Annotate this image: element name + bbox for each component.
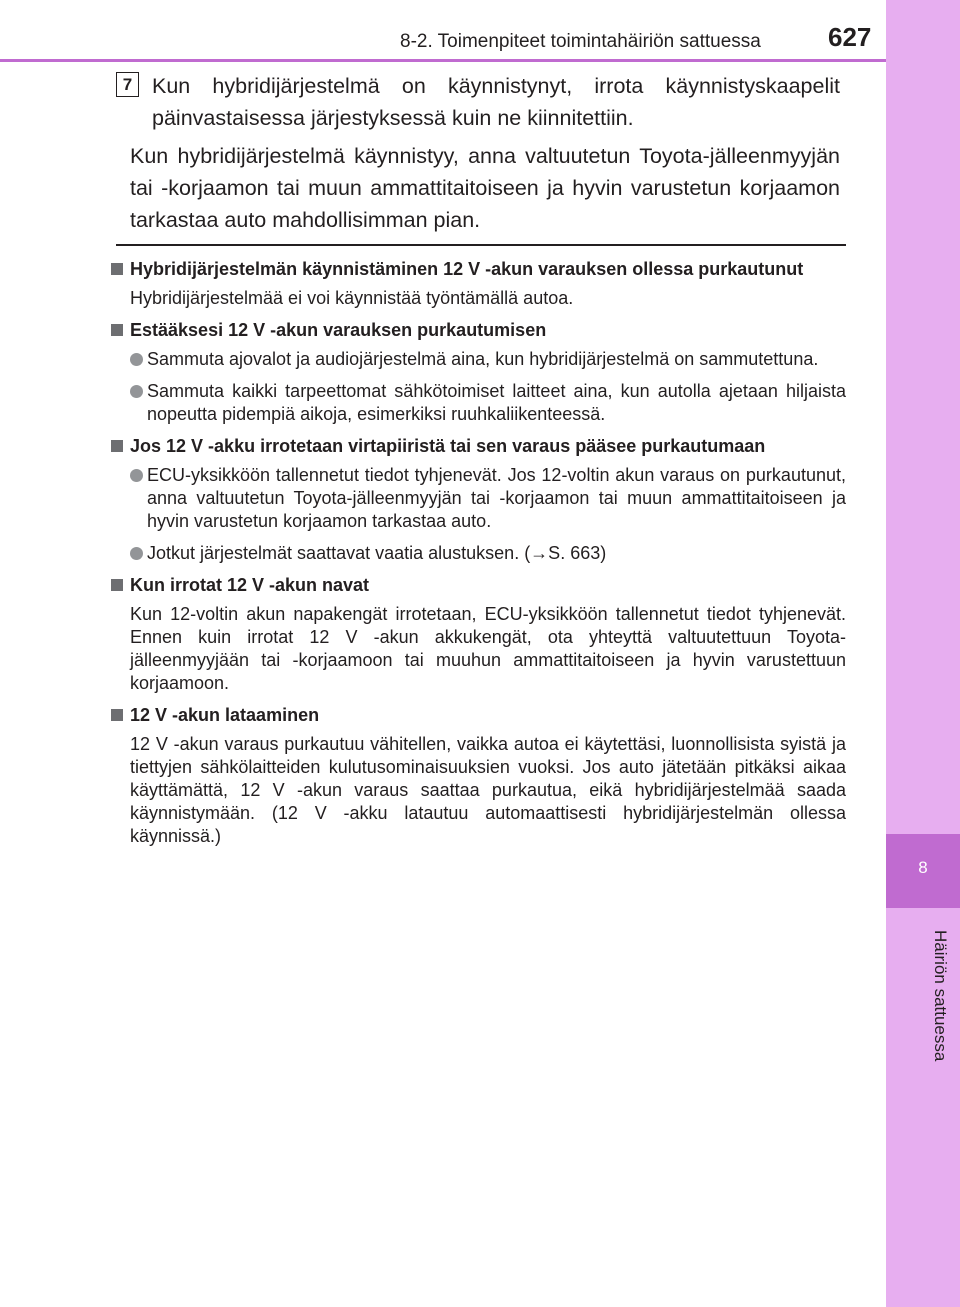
square-bullet-icon: [111, 263, 123, 275]
square-bullet-icon: [111, 324, 123, 336]
step-number-box: 7: [116, 72, 139, 97]
info-heading-text: Kun irrotat 12 V -akun navat: [130, 575, 370, 595]
circle-bullet-icon: [130, 353, 143, 366]
list-item: [111, 542, 846, 565]
circle-bullet-icon: [130, 385, 143, 398]
info-paragraph: Hybridijärjestelmää ei voi käynnistää työntämällä autoa.: [130, 288, 574, 308]
section-divider: [116, 244, 846, 246]
step-text: Kun hybridijärjestelmä on käynnistynyt, irrota käynnistyskaapelit päinvastaisessa järjestyksessä kuin ne kiinnitettiin.: [152, 74, 840, 130]
info-section-prevent-discharge: [111, 319, 846, 426]
info-paragraph: 12 V -akun varaus purkautuu vähitellen, vaikka autoa ei käytettäsi, luonnollisista syistä ja tiettyjen sähkölaitteiden kulutusominaisuuksien vuoksi. Jos auto jätetään pitkäksi aikaa käyttämättä, 12 V -akun varaus saattaa purkautua, eikä hybridijärjestelmää saada käynnistymään. (12 V -akku latautuu automaattisesti hybridijärjestelmän ollessa käynnissä.): [130, 734, 846, 846]
info-section-charging: [111, 704, 846, 848]
info-heading: [111, 704, 846, 727]
square-bullet-icon: [111, 579, 123, 591]
list-item: [111, 464, 846, 533]
info-paragraph: Kun 12-voltin akun napakengät irrotetaan, ECU-yksikköön tallennetut tiedot tyhjenevät. Ennen kuin irrotat 12 V -akun akkukengät, ota yhteyttä valtuutettuun Toyota-jälleenmyyjään tai -korjaamoon tai muuhun ammattitaitoiseen ja hyvin varustettuun korjaamoon.: [130, 604, 846, 693]
step-note: Kun hybridijärjestelmä käynnistyy, anna valtuutetun Toyota-jälleenmyyjän tai -korjaamon tai muun ammattitaitoiseen ja hyvin varustetun korjaamon tarkastaa auto mahdollisimman pian.: [130, 144, 840, 232]
info-heading: [111, 435, 846, 458]
square-bullet-icon: [111, 709, 123, 721]
info-section-disconnected: [111, 435, 846, 565]
page-number: 627: [828, 22, 872, 52]
chapter-title: Häiriön sattuessa: [931, 930, 950, 1062]
list-item-text: Sammuta kaikki tarpeettomat sähkötoimiset laitteet aina, kun autolla ajetaan hiljaista nopeutta pidempiä aikoja, esimerkiksi ruuhkaliikenteessä.: [147, 381, 846, 424]
info-heading-text: 12 V -akun lataaminen: [130, 705, 320, 725]
list-item: [111, 380, 846, 426]
chapter-sidebar: [886, 0, 960, 1307]
info-content: [111, 258, 846, 857]
info-heading-text: Jos 12 V -akku irrotetaan virtapiiristä tai sen varaus pääsee purkautumaan: [130, 436, 766, 456]
list-item-text: ECU-yksikköön tallennetut tiedot tyhjenevät. Jos 12-voltin akun varaus on purkautunut, anna valtuutetun Toyota-jälleenmyyjän tai -korjaamon tai muun ammattitaitoiseen ja hyvin varustetun korjaamon tarkastaa auto.: [147, 465, 846, 531]
chapter-number: 8: [918, 858, 928, 877]
info-heading-text: Hybridijärjestelmän käynnistäminen 12 V -akun varauksen ollessa purkautunut: [130, 259, 804, 279]
info-section-jump-start: [111, 258, 846, 310]
list-item-text: Jotkut järjestelmät saattavat vaatia alustuksen. (→S. 663): [147, 543, 607, 563]
square-bullet-icon: [111, 440, 123, 452]
section-title: 8-2. Toimenpiteet toimintahäiriön sattuessa: [400, 31, 761, 52]
list-item-text: Sammuta ajovalot ja audiojärjestelmä aina, kun hybridijärjestelmä on sammutettuna.: [147, 349, 819, 369]
info-heading-text: Estääksesi 12 V -akun varauksen purkautumisen: [130, 320, 547, 340]
circle-bullet-icon: [130, 547, 143, 560]
info-heading: [111, 574, 846, 597]
list-item: [111, 348, 846, 371]
info-heading: [111, 258, 846, 281]
circle-bullet-icon: [130, 469, 143, 482]
info-section-removing-terminals: [111, 574, 846, 695]
header-rule: [0, 59, 886, 62]
info-heading: [111, 319, 846, 342]
